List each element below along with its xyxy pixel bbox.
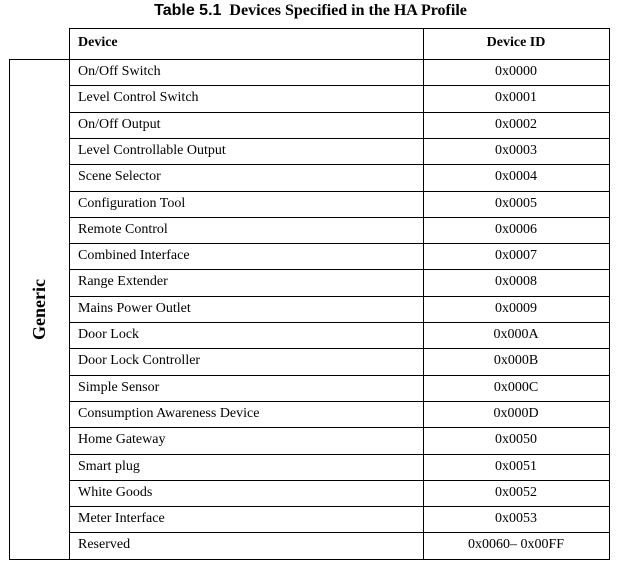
header-device-id: Device ID bbox=[486, 35, 546, 50]
device-name-cell: Remote Control bbox=[78, 221, 168, 237]
group-label: Generic bbox=[28, 279, 49, 340]
device-id-cell: 0x0001 bbox=[495, 90, 537, 106]
group-label-cell bbox=[10, 60, 68, 559]
device-name-cell: Configuration Tool bbox=[78, 195, 186, 211]
device-name-cell: On/Off Output bbox=[78, 116, 161, 132]
device-name-cell: Scene Selector bbox=[78, 169, 161, 185]
table-caption-label: Table 5.1 bbox=[154, 2, 222, 19]
device-id-cell: 0x0060– 0x00FF bbox=[467, 537, 565, 553]
device-id-cell: 0x000C bbox=[493, 379, 539, 395]
device-id-cell: 0x0000 bbox=[495, 64, 537, 79]
table-border-top bbox=[69, 28, 610, 29]
device-id-cell: 0x000B bbox=[493, 353, 539, 369]
device-name-cell: Range Extender bbox=[78, 274, 168, 290]
device-name-cell: Home Gateway bbox=[78, 432, 166, 448]
device-id-cell: 0x0009 bbox=[495, 300, 537, 316]
device-id-cell: 0x0052 bbox=[495, 484, 537, 500]
device-name-cell: Combined Interface bbox=[78, 248, 190, 264]
device-id-cell: 0x0008 bbox=[495, 274, 537, 290]
device-id-cell: 0x0002 bbox=[495, 116, 537, 132]
device-id-cell: 0x0051 bbox=[495, 458, 537, 474]
device-name-cell: Door Lock bbox=[78, 327, 140, 342]
device-name-cell: Meter Interface bbox=[78, 511, 165, 527]
device-name-cell: Level Control Switch bbox=[78, 90, 199, 106]
device-id-cell: 0x000D bbox=[493, 405, 539, 421]
table-border-bottom bbox=[9, 559, 610, 560]
device-name-cell: Consumption Awareness Device bbox=[78, 405, 260, 421]
device-name-cell: Mains Power Outlet bbox=[78, 300, 191, 316]
device-id-cell: 0x0005 bbox=[495, 195, 537, 211]
table-border-left bbox=[9, 59, 10, 559]
device-name-cell: On/Off Switch bbox=[78, 64, 161, 79]
device-id-cell: 0x0050 bbox=[495, 432, 537, 448]
device-name-cell: Simple Sensor bbox=[78, 379, 160, 395]
device-name-cell: Door Lock Controller bbox=[78, 353, 201, 369]
device-id-cell: 0x0006 bbox=[495, 221, 537, 237]
device-id-cell: 0x000A bbox=[493, 327, 539, 342]
device-id-cell: 0x0003 bbox=[495, 142, 537, 158]
device-name-cell: Smart plug bbox=[78, 458, 140, 474]
device-name-cell: White Goods bbox=[78, 484, 153, 500]
device-name-cell: Reserved bbox=[78, 537, 131, 553]
device-name-cell: Level Controllable Output bbox=[78, 142, 226, 158]
header-device: Device bbox=[78, 35, 118, 50]
device-id-cell: 0x0053 bbox=[495, 511, 537, 527]
device-id-cell: 0x0004 bbox=[495, 169, 537, 185]
table-caption-title: Devices Specified in the HA Profile bbox=[229, 2, 467, 19]
device-id-cell: 0x0007 bbox=[495, 248, 537, 264]
